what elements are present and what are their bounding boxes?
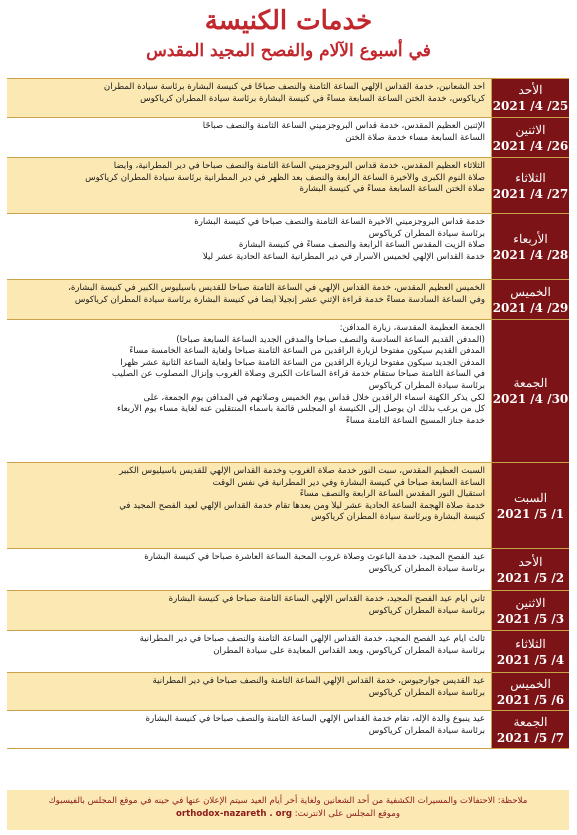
schedule-row: [7, 78, 569, 118]
service-line: صلاة الزيت المقدس الساعة الرابعة والنصف مساءً في كنيسة البشارة: [238, 240, 485, 251]
note-website-prefix: وموقع المجلس على الانترنت:: [294, 809, 400, 819]
service-description: [7, 591, 491, 630]
note-line-2: [7, 808, 569, 821]
day-date: 2021 /4 /30: [492, 392, 569, 406]
page-subtitle: في أسبوع الآلام والفصح المجيد المقدس: [146, 41, 431, 61]
day-name: الثلاثاء: [515, 636, 546, 651]
day-name: الخميس: [510, 284, 551, 299]
service-line: استقبال النور المقدس الساعة الرابعة والنصف مساءً: [299, 489, 485, 500]
day-name: الأحد: [518, 83, 543, 97]
service-line: برئاسة سيادة المطران كرياكوس: [368, 228, 485, 239]
service-line: السبت العظيم المقدس، سبت النور خدمة صلاة الغروب وخدمة القداس الإلهي للقديس باسيليوس الكبير: [119, 466, 485, 476]
day-name: الأحد: [518, 554, 543, 569]
service-line: خدمة قداس البروجزميني الأخيرة الساعة الثامنة والنصف صباحاً في كنيسة البشارة: [194, 217, 485, 227]
service-line: كرياكوس، خدمة الختن الساعة السابعة مساءً في كنيسة البشارة برئاسة سيادة المطران كرياكوس: [140, 93, 485, 104]
day-date: 2021 /4 /28: [492, 247, 569, 262]
service-description: [7, 463, 491, 548]
day-date: 2021 /4 /27: [492, 186, 569, 201]
day-date: 2021 /5 /1: [496, 506, 565, 521]
website-link[interactable]: orthodox-nazareth . org: [175, 809, 292, 819]
service-line: المدفن القديم سيكون مفتوحاً لزيارة الراقدين من الساعة الثامنة صباحاً ولغاية الساعة الخامسة مساءً: [129, 346, 485, 357]
service-line: الجمعة العظيمة المقدسة، زيارة المدافن:: [339, 323, 485, 333]
day-name: الأربعاء: [513, 231, 548, 246]
note-line-1: ملاحظة: الاحتفالات والمسيرات الكشفية من أحد الشعانين ولغاية أخر أيام العيد سيتم الإعلان عنها في حينه في موقع المجلس بالفيسبوك: [48, 796, 528, 806]
service-line: خدمة جناز المسيح الساعة الثامنة مساءً: [345, 415, 485, 426]
day-date: 2021 /5 /2: [496, 570, 565, 585]
service-description: [7, 673, 491, 710]
schedule-row: [7, 158, 569, 214]
schedule-row: [7, 463, 569, 549]
day-name: الجمعة: [513, 714, 548, 729]
service-description: [7, 631, 491, 672]
day-cell: [491, 79, 569, 117]
day-name: الاثنين: [515, 595, 546, 610]
service-line: أحد الشعانين، خدمة القداس الإلهي الساعة الثامنة والنصف صباحًا في كنيسة البشارة برئاسة سيادة المطران: [103, 82, 485, 92]
schedule-row: [7, 214, 569, 280]
day-cell: [491, 549, 569, 590]
schedule-row: [7, 118, 569, 158]
schedule-row: [7, 711, 569, 749]
service-line: لكي يذكر الكهنة أسماء الراقدين خلال قداس يوم الخميس وصلاتهم في المدافن يوم الجمعة، على: [143, 392, 485, 403]
day-name: الاثنين: [515, 122, 546, 137]
service-line: المدفن الجديد سيكون مفتوحاً لزيارة الراقدين من الساعة الثامنة صباحاً ولغاية الساعة الثانية عشر ظهراً: [120, 357, 485, 368]
service-line: برئاسة سيادة المطران كرياكوس: [368, 563, 485, 574]
day-date: 2021 /5 /7: [496, 730, 565, 745]
service-line: برئاسة سيادة المطران كرياكوس: [368, 380, 485, 391]
service-line: برئاسة سيادة المطران كرياكوس: [368, 687, 485, 698]
service-line: خدمة القداس الإلهي لخميس الأسرار في دير المطرانية الساعة الحادية عشر ليلاً: [202, 251, 485, 262]
service-description: [7, 118, 491, 157]
service-line: الثلاثاء العظيم المقدس، خدمة قداس البروجزميني الساعة الثامنة والنصف صباحاً في دير المطرانية، وأيضاً: [113, 161, 485, 171]
schedule-row: [7, 549, 569, 591]
service-line: عيد الفصح المجيد، خدمة الباعوث وصلاة غروب المحبة الساعة العاشرة صباحاً في كنيسة البشارة: [144, 552, 485, 562]
service-line: وفي الساعة السادسة مساءً خدمة قراءة الإثني عشر إنجيلاً أيضاً في كنيسة البشارة برئاسة سيادة المطران كرياكوس: [74, 294, 485, 305]
service-line: الساعة السابعة مساء خدمة صلاة الختن: [345, 132, 485, 143]
service-line: صلاة الختن الساعة السابعة مساءً في كنيسة البشارة: [299, 184, 485, 195]
service-line: في الساعة الثامنة صباحاً ستقام خدمة قراءة الساعات الكبرى وصلاة الغروب وإنزال المصلوب عن الصليب: [111, 369, 485, 380]
day-cell: [491, 280, 569, 319]
day-date: 2021 /4 /26: [492, 138, 569, 153]
service-description: [7, 549, 491, 590]
day-cell: [491, 463, 569, 548]
service-line: الخميس العظيم المقدس، خدمة القداس الإلهي في الساعة الثامنة صباحاً للقديس باسيليوس الكبير في كنيسة البشارة،: [68, 283, 485, 293]
day-name: السبت: [513, 490, 548, 505]
service-line: (المدفن القديم الساعة السادسة والنصف صباحاً والمدفن الجديد الساعة السابعة صباحاً): [176, 334, 485, 345]
schedule-row: [7, 631, 569, 673]
schedule-row: [7, 673, 569, 711]
day-cell: [491, 711, 569, 748]
schedule-row: [7, 280, 569, 320]
day-name: الجمعة: [513, 376, 548, 390]
service-line: الساعة السابعة صباحاً في كنيسة البشارة وفي دير المطرانية في نفس الوقت: [212, 477, 485, 488]
service-description: [7, 280, 491, 319]
service-line: ثالث أيام عيد الفصح المجيد، خدمة القداس الإلهي الساعة الثامنة والنصف صباحاً في دير المطرانية: [139, 634, 485, 644]
service-description: [7, 320, 491, 462]
service-description: [7, 79, 491, 117]
day-cell: [491, 320, 569, 462]
day-cell: [491, 118, 569, 157]
day-date: 2021 /4 /29: [492, 300, 569, 315]
service-line: ثاني أيام عيد الفصح المجيد، خدمة القداس الإلهي الساعة الثامنة صباحاً في كنيسة البشارة: [168, 594, 485, 604]
service-line: برئاسة سيادة المطران كرياكوس: [368, 605, 485, 616]
day-date: 2021 /5 /6: [496, 692, 565, 707]
service-line: برئاسة سيادة المطران كرياكوس، وبعد القداس المعايدة على سيادة المطران: [213, 645, 485, 656]
day-date: 2021 /4 /25: [492, 99, 569, 113]
day-date: 2021 /5 /4: [496, 652, 565, 667]
day-cell: [491, 591, 569, 630]
service-line: خدمة صلاة الهجمة الساعة الحادية عشر ليلاً ومن بعدها تقام خدمة القداس الإلهي لعيد الفصح المجيد في: [119, 500, 485, 511]
service-line: عيد ينبوع والدة الإله، تقام خدمة القداس الإلهي الساعة الثامنة والنصف صباحاً في كنيسة البشارة: [145, 714, 485, 724]
day-name: الخميس: [510, 676, 551, 691]
day-cell: [491, 631, 569, 672]
day-cell: [491, 673, 569, 710]
day-name: الثلاثاء: [515, 170, 546, 185]
service-line: كل من يرغب بذلك أن يوصل إلى الكنيسة أو المجلس قائمة بأسماء المنتقلين عنه لغاية مساء يوم الأربعاء: [116, 404, 485, 415]
day-cell: [491, 158, 569, 213]
service-line: عيد القديس جوارجيوس، خدمة القداس الإلهي الساعة الثامنة والنصف صباحاً في دير المطرانية: [152, 676, 485, 686]
schedule-table: [7, 78, 569, 749]
footer-note: [7, 790, 569, 830]
service-line: صلاة النوم الكبرى والأخيرة الساعة الرابعة والنصف بعد الظهر في دير المطرانية برئاسة سيادة المطران كرياكوس: [85, 172, 485, 183]
service-line: كنيسة البشارة وبرئاسة سيادة المطران كرياكوس: [311, 512, 485, 523]
page-title: خدمات الكنيسة: [204, 6, 373, 36]
service-line: الإثنين العظيم المقدس، خدمة قداس البروجزميني الساعة الثامنة والنصف صباحًا: [202, 121, 485, 131]
service-description: [7, 711, 491, 748]
schedule-row: [7, 591, 569, 631]
day-cell: [491, 214, 569, 279]
service-line: برئاسة سيادة المطران كرياكوس: [368, 725, 485, 736]
day-date: 2021 /5 /3: [496, 611, 565, 626]
service-description: [7, 158, 491, 213]
schedule-row: [7, 320, 569, 463]
service-description: [7, 214, 491, 279]
